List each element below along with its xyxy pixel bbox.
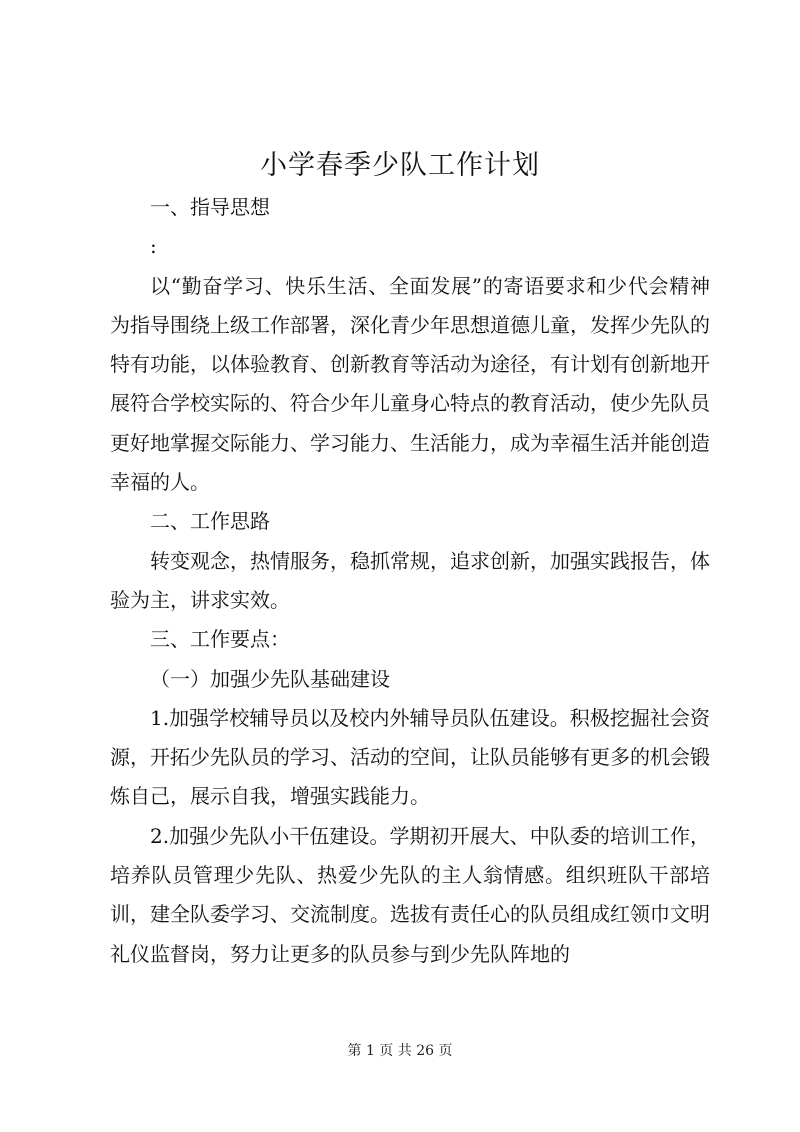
heading-work-approach: 二、工作思路 — [150, 509, 270, 534]
paragraph-work-approach: 转变观念，热情服务，稳抓常规，追求创新，加强实践报告，体验为主，讲求实效。 — [110, 548, 710, 612]
document-title: 小学春季少队工作计划 — [260, 150, 540, 181]
page-footer: 第 1 页 共 26 页 — [347, 1043, 453, 1059]
colon-line: : — [150, 234, 157, 259]
paragraph-item-1: 1.加强学校辅导员以及校内外辅导员队伍建设。积极挖掘社会资源，开拓少先队员的学习、活动的空间，让队员能够有更多的机会锻炼自己，展示自我，增强实践能力。 — [110, 705, 710, 809]
paragraph-guiding-content: 以“勤奋学习、快乐生活、全面发展”的寄语要求和少代会精神为指导围绕上级工作部署，深化青少年思想道德儿童，发挥少先队的特有功能，以体验教育、创新教育等活动为途径，有计划有创新地开展符合学校实际的、符合少年儿童身心特点的教育活动，使少先队员更好地掌握交际能力、学习能力、生活能力，成为幸福生活并能创造幸福的人。 — [110, 273, 710, 495]
subheading-foundation: （一）加强少先队基础建设 — [150, 666, 390, 691]
document-body — [110, 188, 710, 974]
heading-guiding-thought: 一、指导思想 — [150, 195, 270, 219]
paragraph-item-2: 2.加强少先队小干伍建设。学期初开展大、中队委的培训工作，培养队员管理少先队、热爱少先队的主人翁情感。组织班队干部培训，建全队委学习、交流制度。选拔有责任心的队员组成红领巾文明礼仪监督岗，努力让更多的队员参与到少先队阵地的 — [110, 823, 710, 966]
heading-work-points: 三、工作要点： — [150, 627, 290, 652]
